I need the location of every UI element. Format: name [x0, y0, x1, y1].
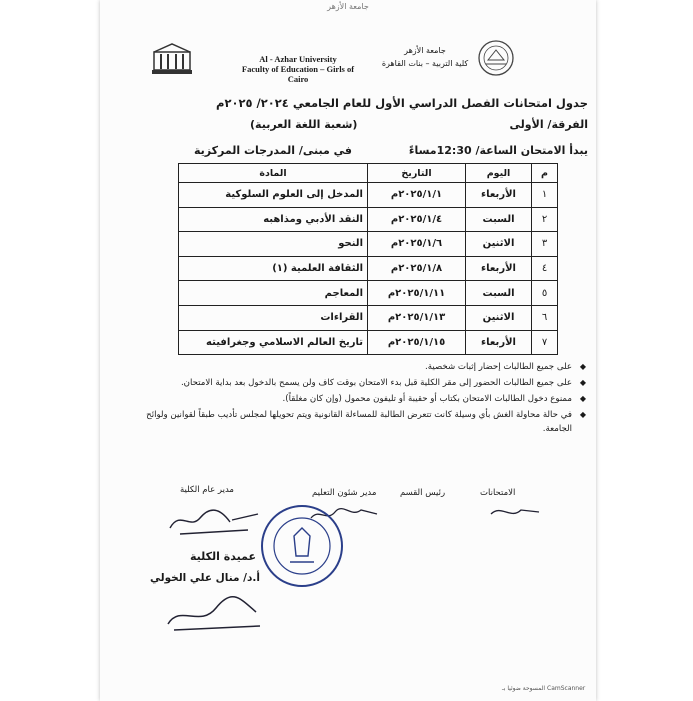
- row-day: الاثنين: [466, 305, 532, 330]
- faculty-logo: [150, 42, 194, 80]
- note-item: ◆ في حالة محاولة الغش بأي وسيلة كانت تتعرض الطالبة للمساءلة القانونية ويتم تحويلها لمجلس تأديب طبقاً لقوانين ولوائح الجامعة.: [130, 408, 586, 436]
- col-header-day: اليوم: [466, 164, 532, 183]
- table-row: [179, 256, 558, 281]
- row-day: السبت: [466, 207, 532, 232]
- row-subject: القراءات: [179, 305, 368, 330]
- sig-label-exams: الامتحانات: [480, 488, 516, 498]
- university-name-en: Al - Azhar University: [259, 54, 337, 64]
- row-date: ٢٠٢٥/١/٤م: [368, 207, 466, 232]
- row-num: ٥: [532, 281, 558, 306]
- row-date: ٢٠٢٥/١/٨م: [368, 256, 466, 281]
- exam-location: في مبنى/ المدرجات المركزية: [194, 144, 352, 157]
- table-row: [179, 305, 558, 330]
- official-stamp-icon: [258, 502, 346, 590]
- row-num: ٢: [532, 207, 558, 232]
- row-date: ٢٠٢٥/١/١٥م: [368, 330, 466, 355]
- exam-schedule-title: جدول امتحانات الفصل الدراسي الأول للعام الجامعي ٢٠٢٤/ ٢٠٢٥م: [216, 96, 588, 110]
- row-day: السبت: [466, 281, 532, 306]
- row-date: ٢٠٢٥/١/٦م: [368, 232, 466, 257]
- grade-level: الفرقة/ الأولى: [509, 118, 588, 131]
- row-date: ٢٠٢٥/١/١٣م: [368, 305, 466, 330]
- col-header-subject: المادة: [179, 164, 368, 183]
- row-num: ٤: [532, 256, 558, 281]
- table-row: [179, 207, 558, 232]
- exam-start-time: يبدأ الامتحان الساعة/ 12:30مساءً: [408, 144, 588, 157]
- table-row: [179, 232, 558, 257]
- sig-label-education-director: مدير شئون التعليم: [312, 488, 377, 498]
- row-subject: المدخل إلى العلوم السلوكية: [179, 183, 368, 208]
- table-row: [179, 281, 558, 306]
- row-subject: النقد الأدبي ومذاهبه: [179, 207, 368, 232]
- city-name-en: Cairo: [287, 74, 309, 84]
- col-header-num: م: [532, 164, 558, 183]
- row-subject: المعاجم: [179, 281, 368, 306]
- row-day: الأربعاء: [466, 183, 532, 208]
- exam-schedule-table: [178, 163, 558, 355]
- note-item: ◆ ممنوع دخول الطالبات الامتحان بكتاب أو حقيبة أو تليفون محمول (وإن كان مغلقاً).: [130, 392, 586, 406]
- row-date: ٢٠٢٥/١/١م: [368, 183, 466, 208]
- row-day: الاثنين: [466, 232, 532, 257]
- exams-signature-icon: [485, 500, 545, 524]
- row-subject: الثقافة العلمية (١): [179, 256, 368, 281]
- row-num: ٦: [532, 305, 558, 330]
- department-name: (شعبة اللغة العربية): [250, 118, 358, 131]
- university-logo: [474, 38, 518, 82]
- row-date: ٢٠٢٥/١/١١م: [368, 281, 466, 306]
- note-item: ◆ على جميع الطالبات إحضار إثبات شخصية.: [130, 360, 586, 374]
- sig-label-general-director: مدير عام الكلية: [180, 485, 234, 495]
- table-row: [179, 330, 558, 355]
- university-header-arabic: [370, 44, 480, 70]
- dean-title: عميدة الكلية: [190, 550, 257, 563]
- row-day: الأربعاء: [466, 256, 532, 281]
- row-subject: النحو: [179, 232, 368, 257]
- building-logo-icon: [150, 42, 194, 76]
- row-num: ٣: [532, 232, 558, 257]
- table-header-row: [179, 164, 558, 183]
- faculty-name-en: Faculty of Education – Girls of: [241, 64, 355, 74]
- table-row: [179, 183, 558, 208]
- faculty-name-ar: كلية التربية – بنات القاهرة: [381, 59, 469, 68]
- scanner-watermark: المسوحة ضوئيا بـ CamScanner: [502, 685, 586, 692]
- dean-name: أ.د/ منال علي الخولي: [150, 572, 260, 584]
- azhar-seal-icon: [474, 38, 518, 78]
- university-name-ar: جامعة الأزهر: [404, 46, 446, 55]
- exam-notes-list: [130, 360, 586, 438]
- row-subject: تاريخ العالم الاسلامي وجغرافيته: [179, 330, 368, 355]
- general-director-signature-icon: [160, 500, 270, 540]
- row-day: الأربعاء: [466, 330, 532, 355]
- row-num: ٧: [532, 330, 558, 355]
- top-cut-header: جامعة الأزهر: [327, 2, 369, 11]
- row-num: ١: [532, 183, 558, 208]
- sig-label-dept-head: رئيس القسم: [400, 488, 446, 498]
- col-header-date: التاريخ: [368, 164, 466, 183]
- dean-signature-icon: [160, 588, 280, 638]
- note-item: ◆ على جميع الطالبات الحضور إلى مقر الكلية قبل بدء الامتحان بوقت كاف ولن يسمح بالدخول بعد بداية الامتحان.: [130, 376, 586, 390]
- document-page: [100, 0, 596, 701]
- university-header-english: [224, 54, 372, 84]
